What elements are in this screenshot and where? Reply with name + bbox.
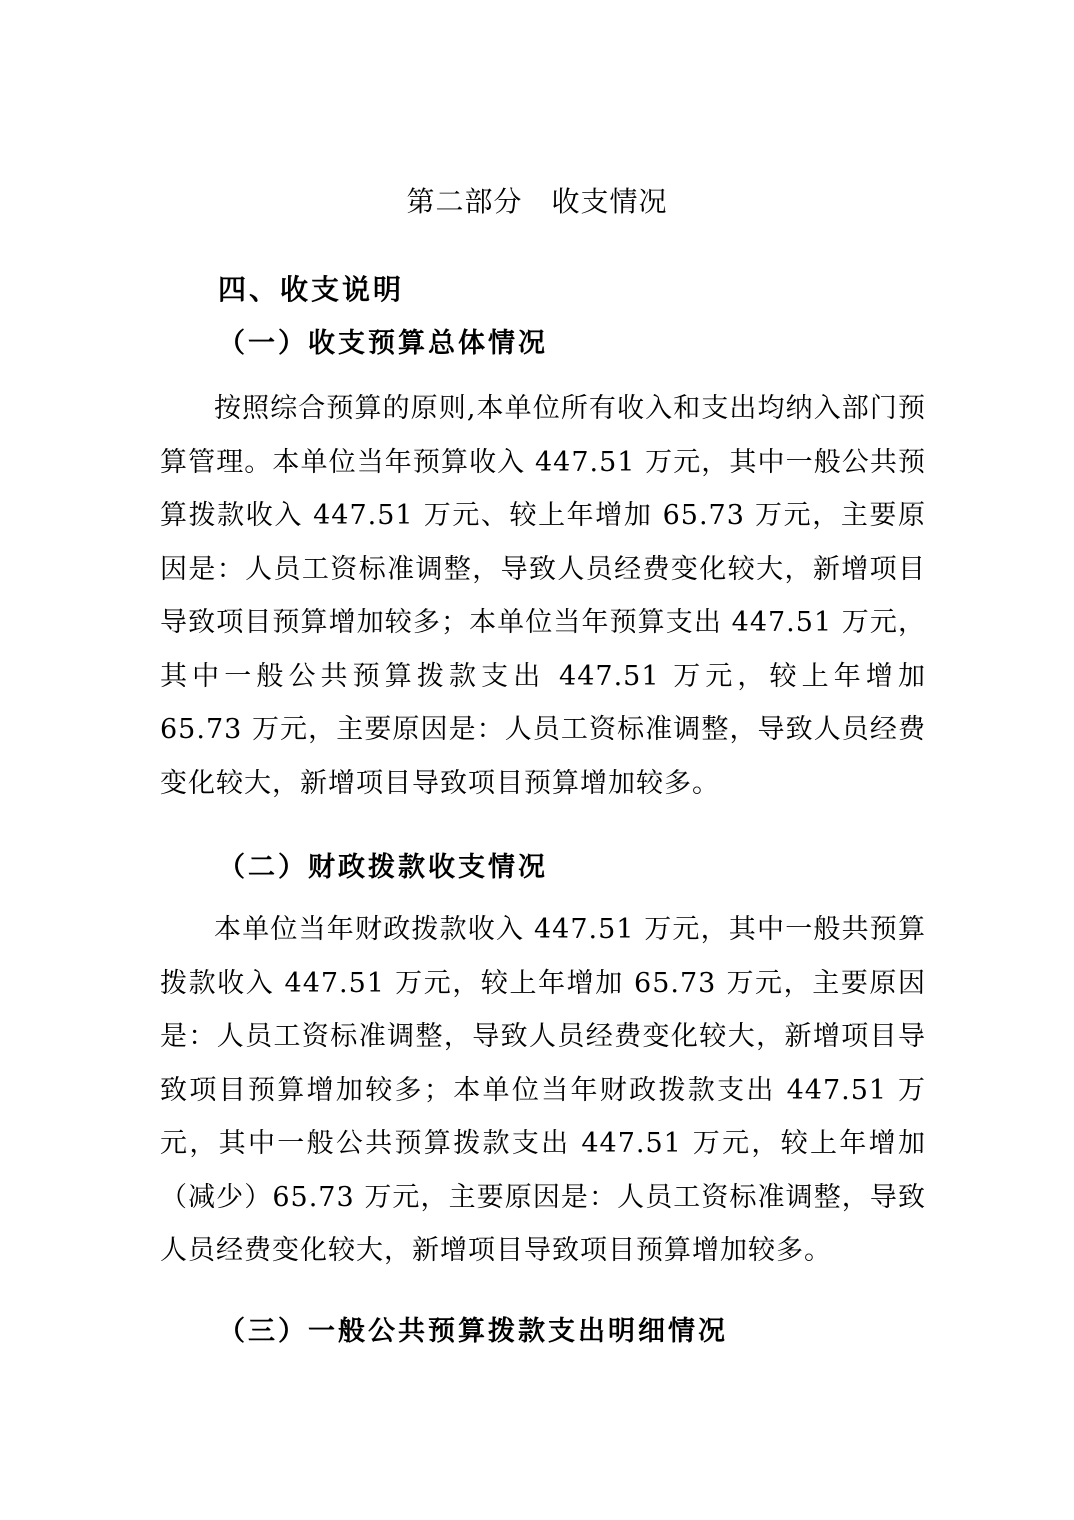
section-heading: 四、收支说明 [218, 273, 405, 306]
subsection-paragraph-2: 本单位当年财政拨款收入 447.51 万元，其中一般共预算拨款收入 447.51 万元，较上年增加 65.73 万元，主要原因是：人员工资标准调整，导致人员经费变化较大，新增项目导致项目预算增加较多；本单位当年财政拨款支出 447.51 万元，其中一般公共预算拨款支出 447.51 万元，较上年增加（减少）65.73 万元，主要原因是：人员工资标准调整，导致人员经费变化较大，新增项目导致项目预算增加较多。 [160, 914, 926, 1266]
subsection-heading-3: （三）一般公共预算拨款支出明细情况 [218, 1316, 728, 1347]
subsection-heading-1: （一）收支预算总体情况 [218, 328, 548, 359]
subsection-heading-2: （二）财政拨款收支情况 [218, 852, 548, 883]
subsection-paragraph-1: 按照综合预算的原则,本单位所有收入和支出均纳入部门预算管理。本单位当年预算收入 447.51 万元，其中一般公共预算拨款收入 447.51 万元、较上年增加 65.73 万元，主要原因是：人员工资标准调整，导致人员经费变化较大，新增项目导致项目预算增加较多；本单位当年预算支出 447.51 万元，其中一般公共预算拨款支出 447.51 万元，较上年增加 65.73 万元，主要原因是：人员工资标准调整，导致人员经费变化较大，新增项目导致项目预算增加较多。 [160, 393, 926, 799]
part-title: 第二部分 收支情况 [406, 185, 668, 218]
